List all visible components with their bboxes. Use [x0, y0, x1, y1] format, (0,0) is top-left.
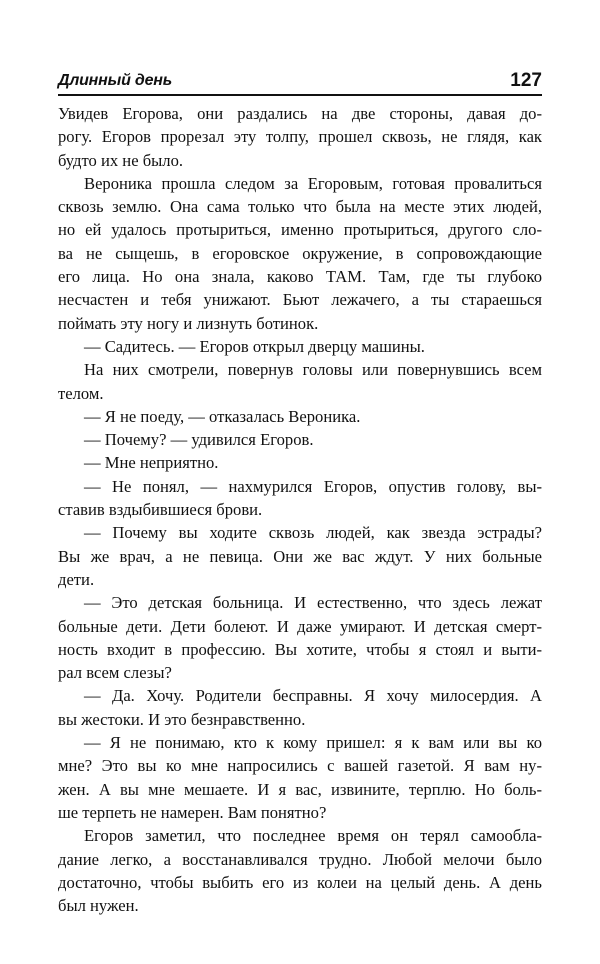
text-line: — Садитесь. — Егоров открыл дверцу машины. [84, 336, 425, 356]
text-line: несчастен и тебя унижают. Бьют лежачего, а ты стараешься [58, 290, 542, 310]
text-line: — Это детская больница. И естественно, что здесь лежат [84, 593, 542, 613]
text-line: рал всем слезы? [58, 663, 172, 683]
text-line: будто их не было. [58, 150, 184, 170]
text-line: Вероника прошла следом за Егоровым, готовая провалиться [84, 173, 542, 193]
text-line: достаточно, чтобы выбить его из колеи на целый день. А день [58, 872, 542, 892]
text-line: больные дети. Дети болеют. И даже умирают. И детская смерт- [58, 616, 542, 636]
text-line: мне? Это вы ко мне напросились с вашей газетой. Я вам ну- [58, 756, 542, 776]
text-line: — Не понял, — нахмурился Егоров, опустив голову, вы- [84, 476, 542, 496]
text-line: вы жестоки. И это безнравственно. [58, 709, 306, 729]
text-line: жен. А вы мне мешаете. И я вас, извините, терплю. Но боль- [58, 779, 542, 799]
text-line: дети. [58, 569, 95, 589]
text-line: дание легко, а восстанавливался трудно. Любой мелочи было [58, 849, 542, 869]
text-line: телом. [58, 383, 104, 403]
text-line: Увидев Егорова, они раздались на две стороны, давая до- [58, 104, 542, 123]
text-line: — Я не понимаю, кто к кому пришел: я к вам или вы ко [84, 733, 542, 753]
text-line: сквозь землю. Она сама только что была на месте этих людей, [58, 197, 542, 217]
text-line: его лица. Но она знала, каково ТАМ. Там, где ты глубоко [58, 267, 542, 287]
text-line: Егоров заметил, что последнее время он терял самообла- [84, 826, 542, 846]
body-text [58, 102, 542, 917]
text-line: — Почему? — удивился Егоров. [84, 430, 314, 450]
text-line: рогу. Егоров прорезал эту толпу, прошел сквозь, не глядя, как [58, 127, 542, 147]
text-line: — Мне неприятно. [84, 453, 219, 473]
text-line: На них смотрели, повернув головы или повернувшись всем [84, 360, 542, 380]
text-line: был нужен. [58, 896, 139, 916]
text-line: ставив вздыбившиеся брови. [58, 500, 263, 520]
book-title: Длинный день [58, 72, 173, 89]
text-line: ность входит в профессию. Вы хотите, чтобы я стоял и выти- [58, 639, 542, 659]
text-line: — Почему вы ходите сквозь людей, как звезда эстрады? [84, 523, 542, 543]
text-line: — Да. Хочу. Родители бесправны. Я хочу милосердия. А [84, 686, 542, 706]
page-number: 127 [510, 70, 542, 91]
text-line: но ей удалось протыриться, именно протыриться, другого сло- [58, 220, 542, 240]
text-line: — Я не поеду, — отказалась Вероника. [84, 406, 361, 426]
text-line: ше терпеть не намерен. Вам понятно? [58, 802, 327, 822]
running-header [58, 70, 542, 92]
text-line: Вы же врач, а не певица. Они же вас ждут. У них больные [58, 546, 542, 566]
text-line: ва не сыщешь, в егоровское окружение, в сопровождающие [58, 243, 542, 263]
header-rule [58, 94, 542, 96]
text-line: поймать эту ногу и лизнуть ботинок. [58, 313, 319, 333]
